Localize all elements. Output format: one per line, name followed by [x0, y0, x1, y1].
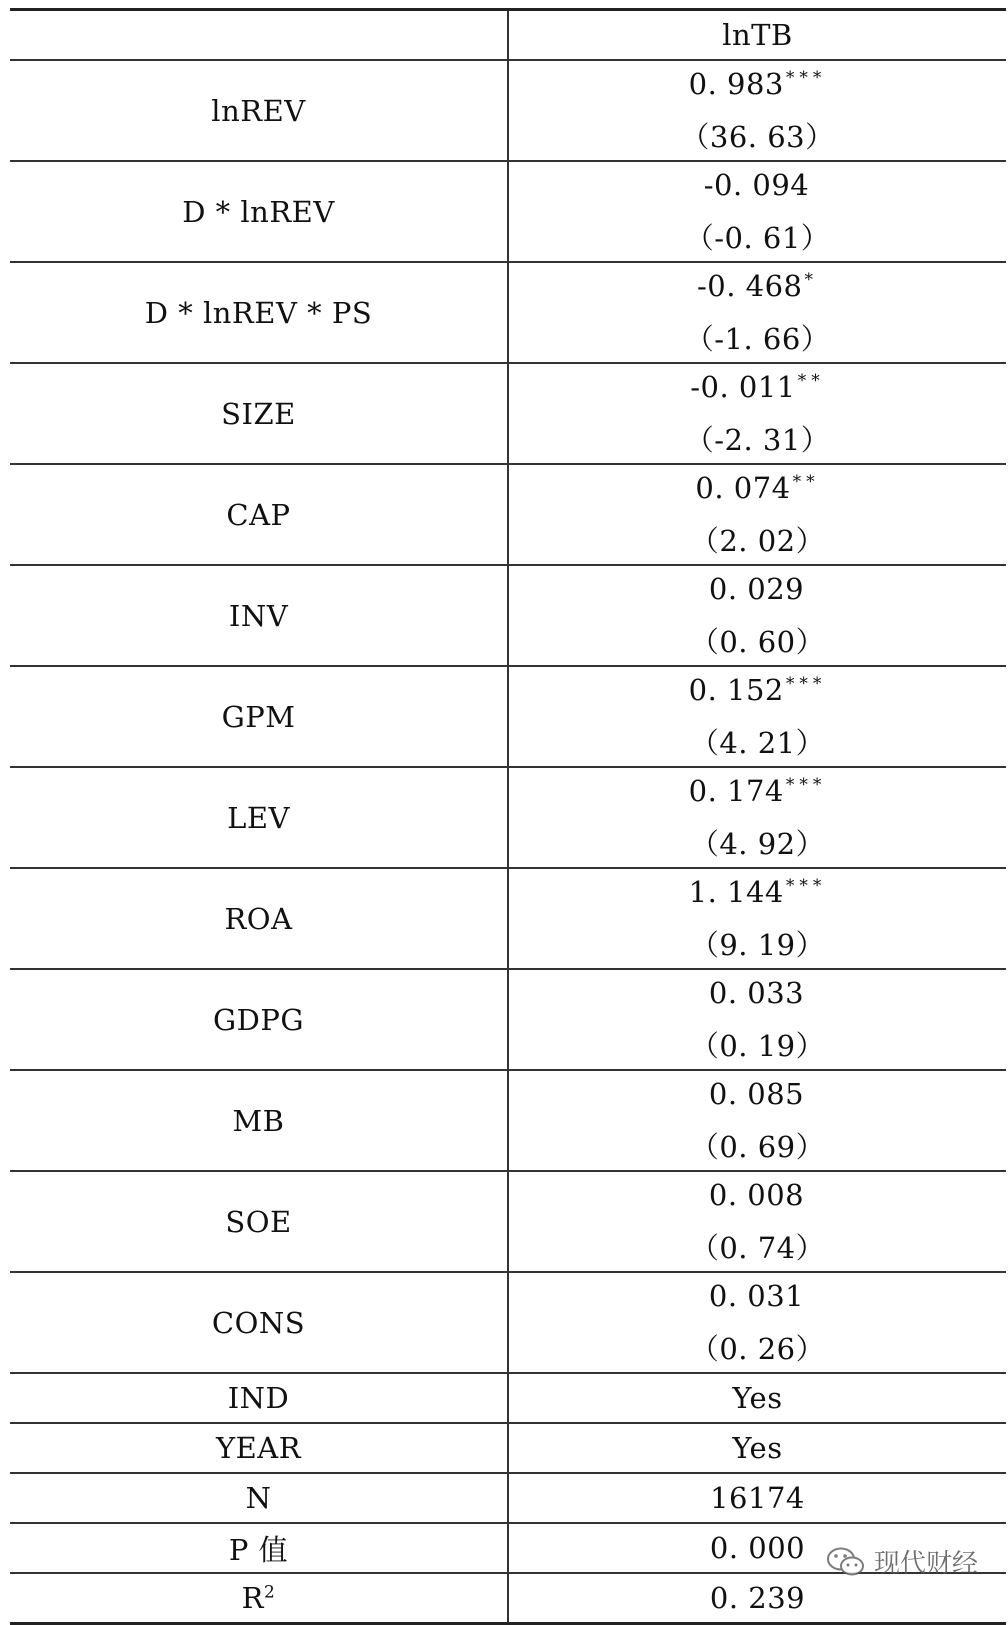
wechat-icon	[826, 1545, 866, 1579]
table-header-row	[10, 10, 1006, 61]
t-statistic: （36. 63）	[680, 119, 835, 154]
regression-table	[10, 8, 1006, 1625]
estimate-cell	[508, 161, 1006, 262]
table-row	[10, 868, 1006, 969]
t-statistic: （4. 92）	[689, 826, 826, 861]
table-row	[10, 1070, 1006, 1171]
estimate-cell	[508, 1272, 1006, 1373]
variable-name: ROA	[10, 868, 508, 969]
control-value: Yes	[508, 1423, 1006, 1473]
coefficient: 0. 033	[708, 975, 805, 1010]
table-row	[10, 1423, 1006, 1473]
significance-stars: ***	[785, 68, 827, 89]
significance-stars: ***	[785, 674, 827, 695]
variable-name: YEAR	[10, 1423, 508, 1473]
variable-name: CAP	[10, 464, 508, 565]
estimate-cell	[508, 363, 1006, 464]
coefficient: 0. 008	[708, 1177, 805, 1212]
variable-name: P 值	[10, 1523, 508, 1573]
superscript: 2	[264, 1582, 276, 1603]
estimate-cell	[508, 969, 1006, 1070]
significance-stars: ***	[785, 876, 827, 897]
t-statistic: （9. 19）	[689, 927, 826, 962]
t-statistic: （-0. 61）	[684, 220, 831, 255]
significance-stars: ***	[785, 775, 827, 796]
table-row	[10, 767, 1006, 868]
variable-name: $R^2$	[10, 1573, 508, 1624]
estimate-cell	[508, 1070, 1006, 1171]
t-statistic: （-2. 31）	[684, 422, 831, 457]
coefficient: 1. 144 ***	[688, 874, 827, 909]
t-statistic: （-1. 66）	[684, 321, 831, 356]
variable-name: CONS	[10, 1272, 508, 1373]
p-value: 0. 000	[508, 1523, 1006, 1573]
table-row	[10, 1272, 1006, 1373]
variable-name: SOE	[10, 1171, 508, 1272]
coefficient: 0. 983 ***	[688, 66, 827, 101]
table-row	[10, 262, 1006, 363]
variable-name: IND	[10, 1373, 508, 1423]
table-row	[10, 666, 1006, 767]
t-statistic: （0. 26）	[689, 1331, 826, 1366]
estimate-cell	[508, 464, 1006, 565]
variable-name: N	[10, 1473, 508, 1523]
watermark	[826, 1543, 978, 1580]
coefficient: -0. 011 **	[690, 369, 825, 404]
estimate-cell	[508, 666, 1006, 767]
coefficient: 0. 174 ***	[688, 773, 827, 808]
significance-stars: **	[797, 371, 825, 392]
table-row	[10, 1171, 1006, 1272]
table-row	[10, 464, 1006, 565]
coefficient: 0. 029	[708, 571, 805, 606]
t-statistic: （0. 74）	[689, 1230, 826, 1265]
estimate-cell	[508, 767, 1006, 868]
variable-name: lnREV	[10, 60, 508, 161]
variable-name: GDPG	[10, 969, 508, 1070]
estimate-cell	[508, 1171, 1006, 1272]
estimate-cell	[508, 565, 1006, 666]
variable-name: SIZE	[10, 363, 508, 464]
table-row	[10, 161, 1006, 262]
observation-count: 16174	[508, 1473, 1006, 1523]
r-squared: 0. 239	[709, 1581, 806, 1615]
coefficient: 0. 031	[708, 1278, 805, 1313]
dependent-variable-header: lnTB	[508, 10, 1006, 61]
variable-name: INV	[10, 565, 508, 666]
significance-stars: *	[804, 270, 819, 291]
coefficient: -0. 468 *	[696, 268, 819, 303]
coefficient: 0. 152 ***	[688, 672, 827, 707]
header-empty-cell	[10, 10, 508, 61]
estimate-cell	[508, 60, 1006, 161]
variable-name: D * lnREV	[10, 161, 508, 262]
t-statistic: （2. 02）	[689, 523, 826, 558]
table-row	[10, 363, 1006, 464]
table-row	[10, 1473, 1006, 1523]
variable-name: MB	[10, 1070, 508, 1171]
variable-name: D * lnREV * PS	[10, 262, 508, 363]
table-row	[10, 969, 1006, 1070]
t-statistic: （0. 60）	[689, 624, 826, 659]
t-statistic: （4. 21）	[689, 725, 826, 760]
coefficient: -0. 094	[703, 167, 810, 202]
estimate-cell	[508, 868, 1006, 969]
t-statistic: （0. 19）	[689, 1028, 826, 1063]
table-row	[10, 1373, 1006, 1423]
regression-table-container	[10, 8, 1006, 1615]
t-statistic: （0. 69）	[689, 1129, 826, 1164]
table-row	[10, 565, 1006, 666]
variable-name: GPM	[10, 666, 508, 767]
watermark-text: 现代财经	[873, 1549, 978, 1579]
control-value: Yes	[508, 1373, 1006, 1423]
table-row	[10, 60, 1006, 161]
coefficient: 0. 085	[708, 1076, 805, 1111]
significance-stars: **	[792, 472, 820, 493]
variable-name: LEV	[10, 767, 508, 868]
estimate-cell	[508, 262, 1006, 363]
coefficient: 0. 074 **	[695, 470, 820, 505]
